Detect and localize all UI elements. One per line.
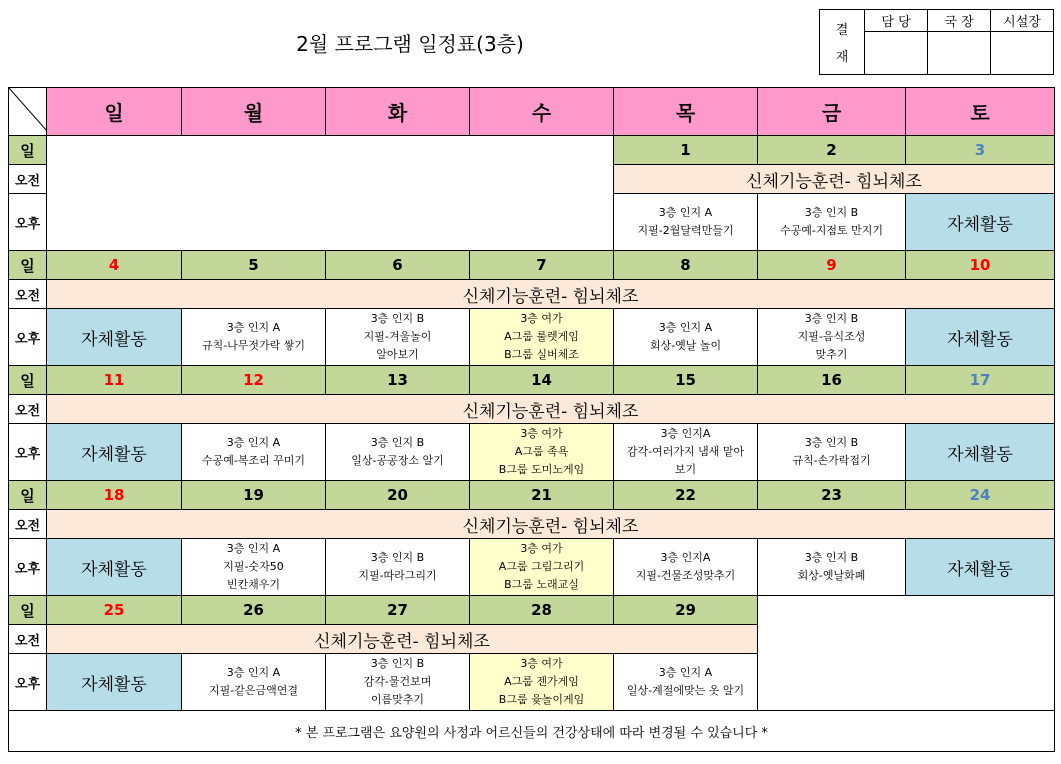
leisure-program-cell: 3층 여가 A그룹 룰렛게임 B그룹 실버체조: [470, 309, 614, 366]
weekday-tue: 화: [326, 88, 470, 136]
week1-date-row: [9, 136, 1055, 165]
weekday-thu: 목: [614, 88, 758, 136]
row-label-afternoon: 오후: [9, 194, 47, 251]
week2-afternoon-row: [9, 309, 1055, 366]
date-cell: 20: [326, 481, 470, 510]
date-cell: 5: [182, 251, 326, 280]
date-cell: 29: [614, 596, 758, 625]
row-label-morning: 오전: [9, 510, 47, 539]
weekday-wed: 수: [470, 88, 614, 136]
week5-date-row: [9, 596, 1055, 625]
empty-block: [758, 596, 1055, 711]
week2-morning-row: [9, 280, 1055, 309]
row-label-morning: 오전: [9, 280, 47, 309]
leisure-program-cell: 3층 여가 A그룹 젠가게임 B그룹 윷놀이게임: [470, 654, 614, 711]
program-cell: 3층 인지 A 일상-계절에맞는 옷 알기: [614, 654, 758, 711]
week3-date-row: [9, 366, 1055, 395]
program-cell: 3층 인지 B 지필-음식조성 맞추기: [758, 309, 906, 366]
approval-label: 결 재: [820, 10, 865, 75]
program-cell: 3층 인지A 지필-건물조성맞추기: [614, 539, 758, 596]
self-activity-cell: 자체활동: [47, 309, 182, 366]
weekday-sun: 일: [47, 88, 182, 136]
date-cell: 28: [470, 596, 614, 625]
date-cell: 1: [614, 136, 758, 165]
empty-block: [47, 136, 614, 251]
row-label-afternoon: 오후: [9, 654, 47, 711]
row-label-morning: 오전: [9, 395, 47, 424]
row-label-afternoon: 오후: [9, 539, 47, 596]
program-cell: 3층 인지 A 지필-2월달력만들기: [614, 194, 758, 251]
date-cell: 13: [326, 366, 470, 395]
row-label-morning: 오전: [9, 625, 47, 654]
week2-date-row: [9, 251, 1055, 280]
week3-morning-row: [9, 395, 1055, 424]
weekday-mon: 월: [182, 88, 326, 136]
leisure-program-cell: 3층 여가 A그룹 그림그리기 B그룹 노래교실: [470, 539, 614, 596]
program-cell: 3층 인지A 감각-여러가지 냄새 맡아 보기: [614, 424, 758, 481]
date-cell: 2: [758, 136, 906, 165]
date-cell-sunday: 4: [47, 251, 182, 280]
date-cell-sunday: 18: [47, 481, 182, 510]
date-cell: 27: [326, 596, 470, 625]
morning-program: 신체기능훈련- 힘뇌체조: [47, 280, 1055, 309]
row-label-day: 일: [9, 596, 47, 625]
self-activity-cell: 자체활동: [47, 539, 182, 596]
row-label-day: 일: [9, 366, 47, 395]
self-activity-cell: 자체활동: [906, 309, 1055, 366]
self-activity-cell: 자체활동: [906, 424, 1055, 481]
row-label-afternoon: 오후: [9, 309, 47, 366]
date-cell: 21: [470, 481, 614, 510]
date-cell: 6: [326, 251, 470, 280]
approval-sign-head[interactable]: [991, 32, 1054, 75]
date-cell: 7: [470, 251, 614, 280]
week4-morning-row: [9, 510, 1055, 539]
schedule-table: [8, 87, 1055, 752]
week3-afternoon-row: [9, 424, 1055, 481]
row-label-day: 일: [9, 481, 47, 510]
date-cell-saturday: 24: [906, 481, 1055, 510]
corner-cell: [9, 88, 47, 136]
program-cell: 3층 인지 B 감각-물건보며 이름맞추기: [326, 654, 470, 711]
date-cell-saturday: 3: [906, 136, 1055, 165]
date-cell: 23: [758, 481, 906, 510]
week4-afternoon-row: [9, 539, 1055, 596]
morning-program: 신체기능훈련- 힘뇌체조: [47, 625, 758, 654]
self-activity-cell: 자체활동: [47, 654, 182, 711]
date-cell-sunday: 11: [47, 366, 182, 395]
row-label-afternoon: 오후: [9, 424, 47, 481]
date-cell-saturday: 17: [906, 366, 1055, 395]
date-cell: 19: [182, 481, 326, 510]
approval-box: [819, 9, 1054, 75]
row-label-morning: 오전: [9, 165, 47, 194]
program-cell: 3층 인지 B 일상-공공장소 알기: [326, 424, 470, 481]
date-cell: 26: [182, 596, 326, 625]
program-cell: 3층 인지 A 회상-옛날 놀이: [614, 309, 758, 366]
program-cell: 3층 인지 A 지필-숫자50 빈칸채우기: [182, 539, 326, 596]
date-cell-sunday: 25: [47, 596, 182, 625]
program-cell: 3층 인지 B 지필-겨울놀이 알아보기: [326, 309, 470, 366]
morning-program: 신체기능훈련- 힘뇌체조: [47, 510, 1055, 539]
weekday-fri: 금: [758, 88, 906, 136]
page-title: 2월 프로그램 일정표(3층): [296, 32, 524, 56]
leisure-program-cell: 3층 여가 A그룹 족욕 B그룹 도미노게임: [470, 424, 614, 481]
footer-note: * 본 프로그램은 요양원의 사정과 어르신들의 건강상태에 따라 변경될 수 있습니다 *: [9, 711, 1055, 752]
row-label-day: 일: [9, 136, 47, 165]
approval-sign-manager[interactable]: [865, 32, 928, 75]
approval-role-head: 시설장: [991, 10, 1054, 32]
date-cell-holiday: 9: [758, 251, 906, 280]
date-cell: 16: [758, 366, 906, 395]
program-cell: 3층 인지 B 지필-따라그리기: [326, 539, 470, 596]
program-cell: 3층 인지 B 수공예-지점토 만지기: [758, 194, 906, 251]
self-activity-cell: 자체활동: [906, 539, 1055, 596]
diagonal-line: [9, 88, 47, 131]
row-label-day: 일: [9, 251, 47, 280]
date-cell: 14: [470, 366, 614, 395]
program-cell: 3층 인지 A 규칙-나무젓가락 쌓기: [182, 309, 326, 366]
morning-program: 신체기능훈련- 힘뇌체조: [47, 395, 1055, 424]
program-cell: 3층 인지 B 회상-옛날화폐: [758, 539, 906, 596]
weekday-sat: 토: [906, 88, 1055, 136]
date-cell-holiday: 10: [906, 251, 1055, 280]
date-cell: 15: [614, 366, 758, 395]
date-cell: 22: [614, 481, 758, 510]
program-cell: 3층 인지 A 지필-같은금액연결: [182, 654, 326, 711]
date-cell: 8: [614, 251, 758, 280]
self-activity-cell: 자체활동: [906, 194, 1055, 251]
footer-row: [9, 711, 1055, 752]
weekday-header-row: [9, 88, 1055, 136]
approval-role-director: 국 장: [928, 10, 991, 32]
week4-date-row: [9, 481, 1055, 510]
approval-sign-director[interactable]: [928, 32, 991, 75]
approval-role-manager: 담 당: [865, 10, 928, 32]
morning-program: 신체기능훈련- 힘뇌체조: [614, 165, 1055, 194]
program-cell: 3층 인지 A 수공예-복조리 꾸미기: [182, 424, 326, 481]
date-cell-holiday: 12: [182, 366, 326, 395]
self-activity-cell: 자체활동: [47, 424, 182, 481]
program-cell: 3층 인지 B 규칙-손가락접기: [758, 424, 906, 481]
